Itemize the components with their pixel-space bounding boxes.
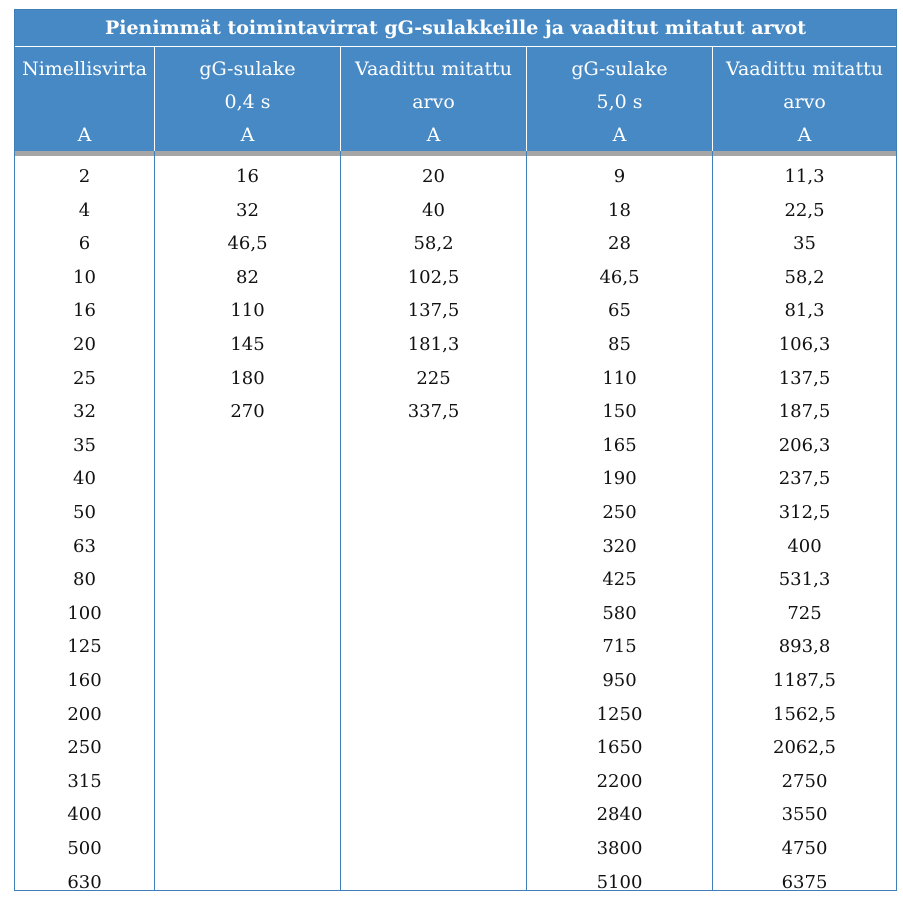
cell-nimellisvirta: 4 bbox=[78, 199, 91, 221]
cell-nimellisvirta: 125 bbox=[67, 636, 102, 658]
cell-gg-04s bbox=[155, 731, 340, 765]
cell-required-50s: 312,5 bbox=[778, 502, 831, 523]
table-row bbox=[15, 765, 896, 799]
cell-required-04s bbox=[341, 765, 526, 799]
cell-nimellisvirta: 63 bbox=[73, 535, 96, 557]
cell-required-50s: 22,5 bbox=[784, 199, 825, 221]
cell-gg-04s: 145 bbox=[230, 334, 265, 355]
header-unit: A bbox=[426, 124, 441, 146]
cell-gg-50s: 190 bbox=[602, 468, 637, 490]
cell-gg-04s bbox=[155, 496, 340, 530]
cell-nimellisvirta: 16 bbox=[73, 300, 96, 322]
cell-gg-50s: 2200 bbox=[596, 770, 643, 792]
cell-gg-50s: 85 bbox=[608, 334, 631, 355]
cell-required-50s: 4750 bbox=[781, 838, 828, 859]
table-title: Pienimmät toimintavirrat gG-sulakkeille ja vaaditut mitatut arvot bbox=[15, 10, 896, 47]
cell-nimellisvirta: 50 bbox=[73, 502, 96, 523]
cell-nimellisvirta: 400 bbox=[67, 804, 102, 826]
cell-gg-04s bbox=[155, 462, 340, 496]
table-row bbox=[15, 227, 896, 261]
cell-gg-50s: 3800 bbox=[596, 838, 643, 859]
cell-gg-04s bbox=[155, 798, 340, 832]
table-row bbox=[15, 698, 896, 732]
cell-required-04s bbox=[341, 698, 526, 732]
header-label: gG-sulake bbox=[571, 58, 668, 80]
cell-required-04s bbox=[341, 496, 526, 530]
header-cell-required-50s bbox=[713, 47, 896, 151]
cell-required-04s: 181,3 bbox=[407, 334, 460, 355]
cell-gg-04s: 180 bbox=[230, 367, 265, 389]
cell-nimellisvirta: 250 bbox=[67, 737, 102, 759]
header-label: Vaadittu mitattu bbox=[355, 58, 512, 80]
cell-required-50s: 58,2 bbox=[784, 266, 825, 288]
cell-required-50s: 1187,5 bbox=[773, 670, 836, 691]
table-row bbox=[15, 328, 896, 362]
cell-nimellisvirta: 20 bbox=[73, 334, 96, 355]
cell-required-04s: 337,5 bbox=[407, 401, 460, 423]
cell-required-04s bbox=[341, 832, 526, 866]
cell-nimellisvirta: 25 bbox=[73, 367, 96, 389]
cell-required-50s: 2062,5 bbox=[773, 737, 836, 759]
cell-gg-04s bbox=[155, 765, 340, 799]
cell-required-50s: 531,3 bbox=[778, 569, 831, 591]
header-sublabel: 5,0 s bbox=[596, 91, 643, 113]
cell-required-04s: 102,5 bbox=[407, 266, 460, 288]
cell-gg-04s bbox=[155, 832, 340, 866]
header-cell-gg-04s bbox=[155, 47, 340, 151]
cell-required-04s bbox=[341, 630, 526, 664]
cell-gg-04s bbox=[155, 630, 340, 664]
cell-nimellisvirta: 500 bbox=[67, 838, 102, 859]
header-cell-required-04s bbox=[341, 47, 526, 151]
table-row bbox=[15, 832, 896, 866]
table-row bbox=[15, 160, 896, 194]
header-label: Vaadittu mitattu bbox=[726, 58, 883, 80]
cell-required-04s bbox=[341, 664, 526, 698]
cell-gg-50s: 1650 bbox=[596, 737, 643, 759]
cell-gg-04s: 16 bbox=[236, 166, 259, 187]
cell-gg-04s: 82 bbox=[236, 266, 259, 288]
header-cell-nimellisvirta bbox=[15, 47, 154, 151]
header-sublabel: arvo bbox=[412, 91, 455, 113]
cell-gg-50s: 5100 bbox=[596, 871, 643, 893]
cell-gg-50s: 46,5 bbox=[599, 266, 640, 288]
cell-required-04s: 225 bbox=[416, 367, 451, 389]
cell-required-50s: 81,3 bbox=[784, 300, 825, 322]
table-body bbox=[15, 156, 896, 893]
header-label: Nimellisvirta bbox=[22, 58, 147, 80]
cell-gg-04s bbox=[155, 429, 340, 463]
cell-required-04s: 137,5 bbox=[407, 300, 460, 322]
header-sublabel: arvo bbox=[783, 91, 826, 113]
table-row bbox=[15, 664, 896, 698]
cell-gg-50s: 580 bbox=[602, 602, 637, 624]
cell-gg-04s bbox=[155, 530, 340, 564]
table-row bbox=[15, 496, 896, 530]
header-sublabel: 0,4 s bbox=[224, 91, 271, 113]
cell-required-04s: 40 bbox=[422, 199, 445, 221]
cell-gg-04s bbox=[155, 664, 340, 698]
cell-required-50s: 400 bbox=[787, 535, 822, 557]
cell-gg-50s: 150 bbox=[602, 401, 637, 423]
table-row bbox=[15, 462, 896, 496]
table-row bbox=[15, 429, 896, 463]
cell-nimellisvirta: 40 bbox=[73, 468, 96, 490]
cell-gg-50s: 2840 bbox=[596, 804, 643, 826]
header-unit: A bbox=[797, 124, 812, 146]
header-label: gG-sulake bbox=[199, 58, 296, 80]
cell-gg-04s: 46,5 bbox=[227, 233, 268, 255]
cell-gg-50s: 110 bbox=[602, 367, 637, 389]
cell-nimellisvirta: 32 bbox=[73, 401, 96, 423]
cell-gg-50s: 28 bbox=[608, 233, 631, 255]
cell-gg-04s: 270 bbox=[230, 401, 265, 423]
cell-gg-04s: 110 bbox=[230, 300, 265, 322]
table-row bbox=[15, 395, 896, 429]
cell-gg-04s bbox=[155, 597, 340, 631]
table-row bbox=[15, 597, 896, 631]
cell-required-04s: 58,2 bbox=[413, 233, 454, 255]
cell-required-04s bbox=[341, 563, 526, 597]
table-header bbox=[15, 47, 896, 151]
cell-gg-50s: 320 bbox=[602, 535, 637, 557]
cell-nimellisvirta: 315 bbox=[67, 770, 102, 792]
cell-nimellisvirta: 80 bbox=[73, 569, 96, 591]
cell-required-50s: 137,5 bbox=[778, 367, 831, 389]
table-row bbox=[15, 731, 896, 765]
cell-nimellisvirta: 630 bbox=[67, 871, 102, 893]
cell-gg-50s: 425 bbox=[602, 569, 637, 591]
cell-gg-50s: 250 bbox=[602, 502, 637, 523]
cell-required-50s: 725 bbox=[787, 602, 822, 624]
cell-nimellisvirta: 200 bbox=[67, 703, 102, 725]
cell-required-04s: 20 bbox=[422, 166, 445, 187]
cell-gg-50s: 1250 bbox=[596, 703, 643, 725]
cell-required-50s: 11,3 bbox=[784, 166, 825, 187]
cell-nimellisvirta: 2 bbox=[78, 166, 91, 187]
cell-gg-04s bbox=[155, 698, 340, 732]
cell-gg-04s: 32 bbox=[236, 199, 259, 221]
fuse-table bbox=[14, 9, 897, 891]
cell-gg-04s bbox=[155, 866, 340, 900]
table-row bbox=[15, 563, 896, 597]
cell-required-04s bbox=[341, 462, 526, 496]
cell-required-04s bbox=[341, 530, 526, 564]
table-row bbox=[15, 194, 896, 228]
cell-gg-50s: 18 bbox=[608, 199, 631, 221]
cell-required-50s: 35 bbox=[793, 233, 816, 255]
cell-required-50s: 6375 bbox=[781, 871, 828, 893]
header-unit: A bbox=[612, 124, 627, 146]
table-row bbox=[15, 261, 896, 295]
cell-required-50s: 106,3 bbox=[778, 334, 831, 355]
cell-required-50s: 237,5 bbox=[778, 468, 831, 490]
header-cell-gg-50s bbox=[527, 47, 712, 151]
cell-required-50s: 1562,5 bbox=[773, 703, 836, 725]
table-row bbox=[15, 530, 896, 564]
cell-required-50s: 893,8 bbox=[778, 636, 831, 658]
cell-gg-50s: 165 bbox=[602, 434, 637, 456]
cell-required-50s: 206,3 bbox=[778, 434, 831, 456]
cell-nimellisvirta: 160 bbox=[67, 670, 102, 691]
cell-required-04s bbox=[341, 429, 526, 463]
cell-nimellisvirta: 6 bbox=[78, 233, 91, 255]
cell-nimellisvirta: 10 bbox=[73, 266, 96, 288]
cell-required-04s bbox=[341, 866, 526, 900]
cell-gg-04s bbox=[155, 563, 340, 597]
cell-required-04s bbox=[341, 731, 526, 765]
table-row bbox=[15, 798, 896, 832]
cell-gg-50s: 715 bbox=[602, 636, 637, 658]
table-row bbox=[15, 866, 896, 900]
cell-required-04s bbox=[341, 597, 526, 631]
table-row bbox=[15, 362, 896, 396]
cell-gg-50s: 65 bbox=[608, 300, 631, 322]
cell-required-50s: 3550 bbox=[781, 804, 828, 826]
cell-required-50s: 2750 bbox=[781, 770, 828, 792]
cell-nimellisvirta: 35 bbox=[73, 434, 96, 456]
cell-gg-50s: 9 bbox=[613, 166, 626, 187]
cell-gg-50s: 950 bbox=[602, 670, 637, 691]
header-unit: A bbox=[77, 124, 92, 146]
table-row bbox=[15, 294, 896, 328]
cell-required-04s bbox=[341, 798, 526, 832]
table-row bbox=[15, 630, 896, 664]
cell-required-50s: 187,5 bbox=[778, 401, 831, 423]
cell-nimellisvirta: 100 bbox=[67, 602, 102, 624]
header-unit: A bbox=[240, 124, 255, 146]
